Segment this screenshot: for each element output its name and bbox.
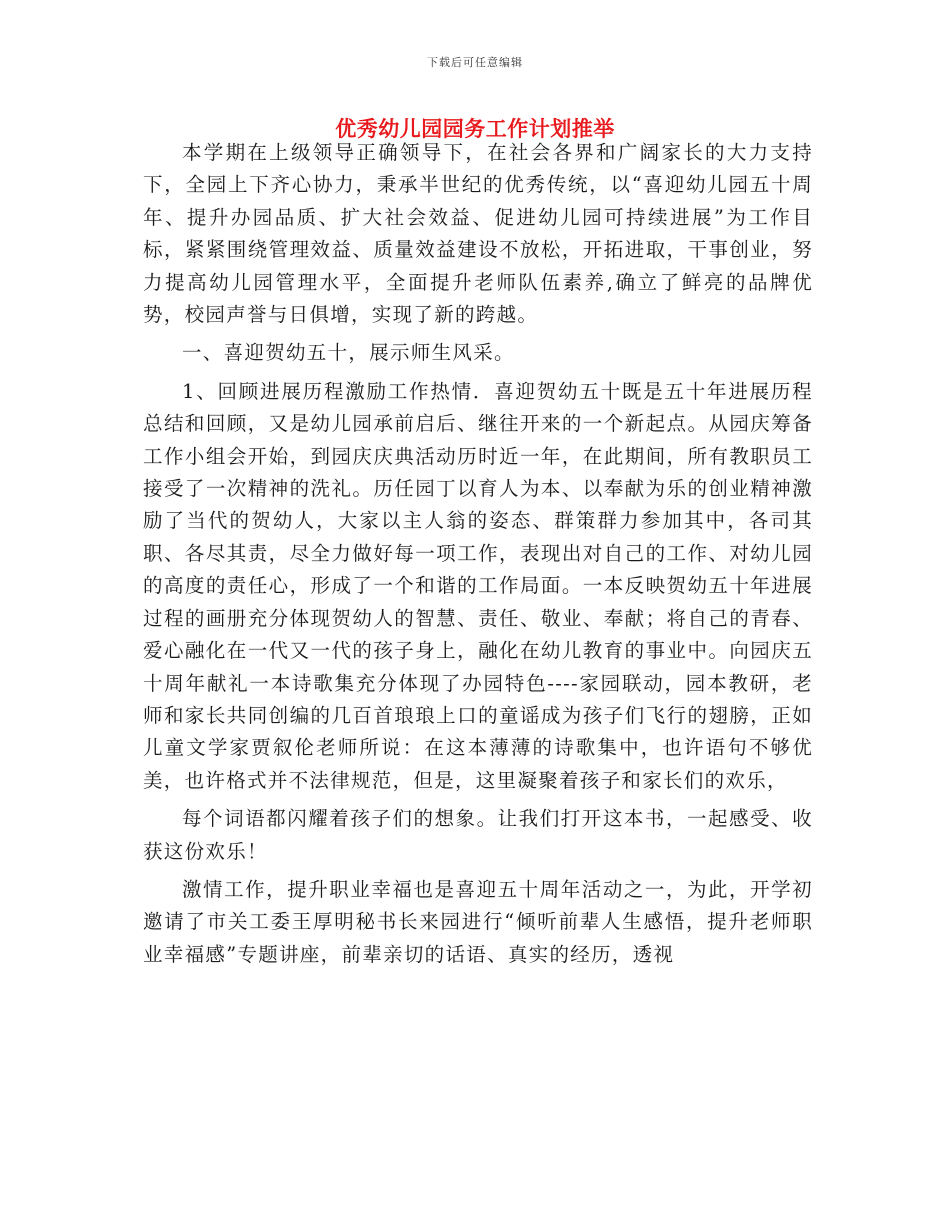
header-note: 下载后可任意编辑 xyxy=(427,56,523,69)
paragraph-imagination: 每个词语都闪耀着孩子们的想象。让我们打开这本书，一起感受、收获这份欢乐！ xyxy=(143,807,813,863)
paragraph-review: 1、回顾进展历程激励工作热情．喜迎贺幼五十既是五十年进展历程总结和回顾，又是幼儿园承前启后、继往开来的一个新起点。从园庆筹备工作小组会开始，到园庆庆典活动历时近一年，在此期间，所有教职员工接受了一次精神的洗礼。历任园丁以育人为本、以奉献为乐的创业精神激励了当代的贺幼人，大家以主人翁的姿态、群策群力参加其中，各司其职、各尽其责，尽全力做好每一项工作，表现出对自己的工作、对幼儿园的高度的责任心，形成了一个和谐的工作局面。一本反映贺幼五十年进展过程的画册充分体现贺幼人的智慧、责任、敬业、奉献；将自己的青春、爱心融化在一代又一代的孩子身上，融化在幼儿教育的事业中。向园庆五十周年献礼一本诗歌集充分体现了办园特色----家园联动，园本教研，老师和家长共同创编的几百首琅琅上口的童谣成为孩子们飞行的翅膀，正如儿童文学家贾叙伦老师所说：在这本薄薄的诗歌集中，也许语句不够优美，也许格式并不法律规范，但是，这里凝聚着孩子和家长们的欢乐， xyxy=(143,379,813,792)
section-heading-1: 一、喜迎贺幼五十，展示师生风采。 xyxy=(182,341,515,365)
document-title: 优秀幼儿园园务工作计划推举 xyxy=(335,116,615,141)
document-body xyxy=(143,137,813,971)
paragraph-passion: 激情工作，提升职业幸福也是喜迎五十周年活动之一，为此，开学初邀请了市关工委王厚明秘书长来园进行“倾听前辈人生感悟，提升老师职业幸福感”专题讲座，前辈亲切的话语、真实的经历，透视 xyxy=(143,877,813,966)
paragraph-intro: 本学期在上级领导正确领导下，在社会各界和广阔家长的大力支持下，全园上下齐心协力，秉承半世纪的优秀传统，以“喜迎幼儿园五十周年、提升办园品质、扩大社会效益、促进幼儿园可持续进展”为工作目标，紧紧围绕管理效益、质量效益建设不放松，开拓进取，干事创业，努力提高幼儿园管理水平，全面提升老师队伍素养,确立了鲜亮的品牌优势，校园声誉与日俱增，实现了新的跨越。 xyxy=(143,141,813,327)
